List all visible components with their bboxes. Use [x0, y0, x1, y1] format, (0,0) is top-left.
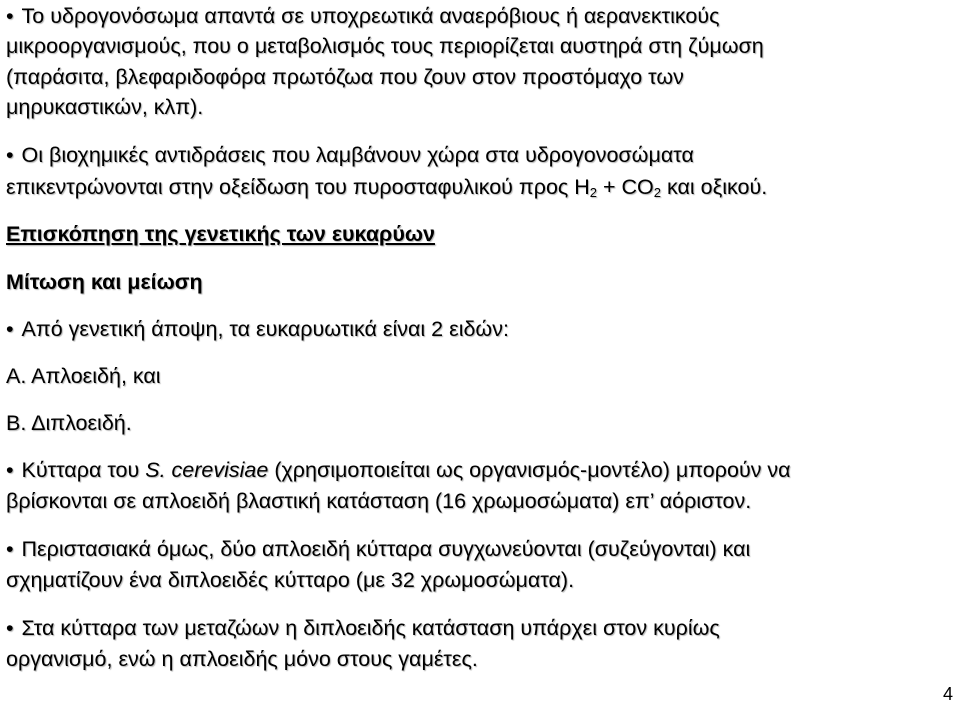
paragraph-4-text-1b: (χρησιμοποιείται ως οργανισμός-μοντέλο) μπορούν να [268, 458, 791, 482]
paragraph-1-line-4: μηρυκαστικών, κλπ). [6, 95, 204, 119]
paragraph-6-line-1 [6, 614, 720, 643]
paragraph-1-line-3: (παράσιτα, βλεφαριδοφόρα πρωτόζωα που ζουν στον προστόμαχο των [6, 65, 684, 89]
bullet: • [6, 537, 14, 561]
paragraph-6-line-2: οργανισμό, ενώ η απλοειδής μόνο στους γαμέτες. [6, 647, 478, 671]
page-number: 4 [942, 684, 953, 704]
bullet: • [6, 616, 14, 640]
paragraph-2-text-1: Οι βιοχημικές αντιδράσεις που λαμβάνουν χώρα στα υδρογονοσώματα [21, 143, 694, 167]
co2-subscript: 2 [653, 185, 662, 200]
paragraph-3-line-1 [6, 315, 509, 344]
paragraph-5-line-1 [6, 535, 750, 564]
item-a: Α. Απλοειδή, και [6, 364, 161, 388]
paragraph-2-text-2a: επικεντρώνονται στην οξείδωση του πυροσταφυλικού προς H [6, 175, 590, 199]
paragraph-1-line-2: μικροοργανισμούς, που ο μεταβολισμός τους περιορίζεται αυστηρά στη ζύμωση [6, 34, 764, 58]
species-name: S. cerevisiae [145, 458, 269, 482]
section-heading: Επισκόπηση της γενετικής των ευκαρύων [6, 222, 435, 246]
paragraph-2-line-1 [6, 141, 694, 170]
paragraph-1-line-1 [6, 2, 719, 31]
paragraph-4-line-2: βρίσκονται σε απλοειδή βλαστική κατάσταση (16 χρωμοσώματα) επ’ αόριστον. [6, 489, 752, 513]
bullet: • [6, 4, 14, 28]
paragraph-2-text-2c: και οξικού. [661, 175, 768, 199]
h2-subscript: 2 [589, 185, 598, 200]
paragraph-2-text-2b: + CO [597, 175, 654, 199]
paragraph-4-text-1a: Κύτταρα του [21, 458, 146, 482]
bullet: • [6, 458, 14, 482]
paragraph-1-text-1: Το υδρογονόσωμα απαντά σε υποχρεωτικά αναερόβιους ή αερανεκτικούς [21, 4, 720, 28]
subsection-heading: Μίτωση και μείωση [6, 270, 203, 294]
paragraph-5-line-2: σχηματίζουν ένα διπλοειδές κύτταρο (με 32 χρωμοσώματα). [6, 568, 575, 592]
bullet: • [6, 143, 14, 167]
paragraph-5-text-1: Περιστασιακά όμως, δύο απλοειδή κύτταρα συγχωνεύονται (συζεύγονται) και [21, 537, 751, 561]
paragraph-6-text-1: Στα κύτταρα των μεταζώων η διπλοειδής κατάσταση υπάρχει στον κυρίως [21, 616, 720, 640]
paragraph-3-text-1: Από γενετική άποψη, τα ευκαρυωτικά είναι 2 ειδών: [21, 317, 509, 341]
paragraph-4-line-1 [6, 456, 791, 485]
paragraph-2-line-2 [6, 173, 767, 202]
item-b: Β. Διπλοειδή. [6, 411, 132, 435]
bullet: • [6, 317, 14, 341]
